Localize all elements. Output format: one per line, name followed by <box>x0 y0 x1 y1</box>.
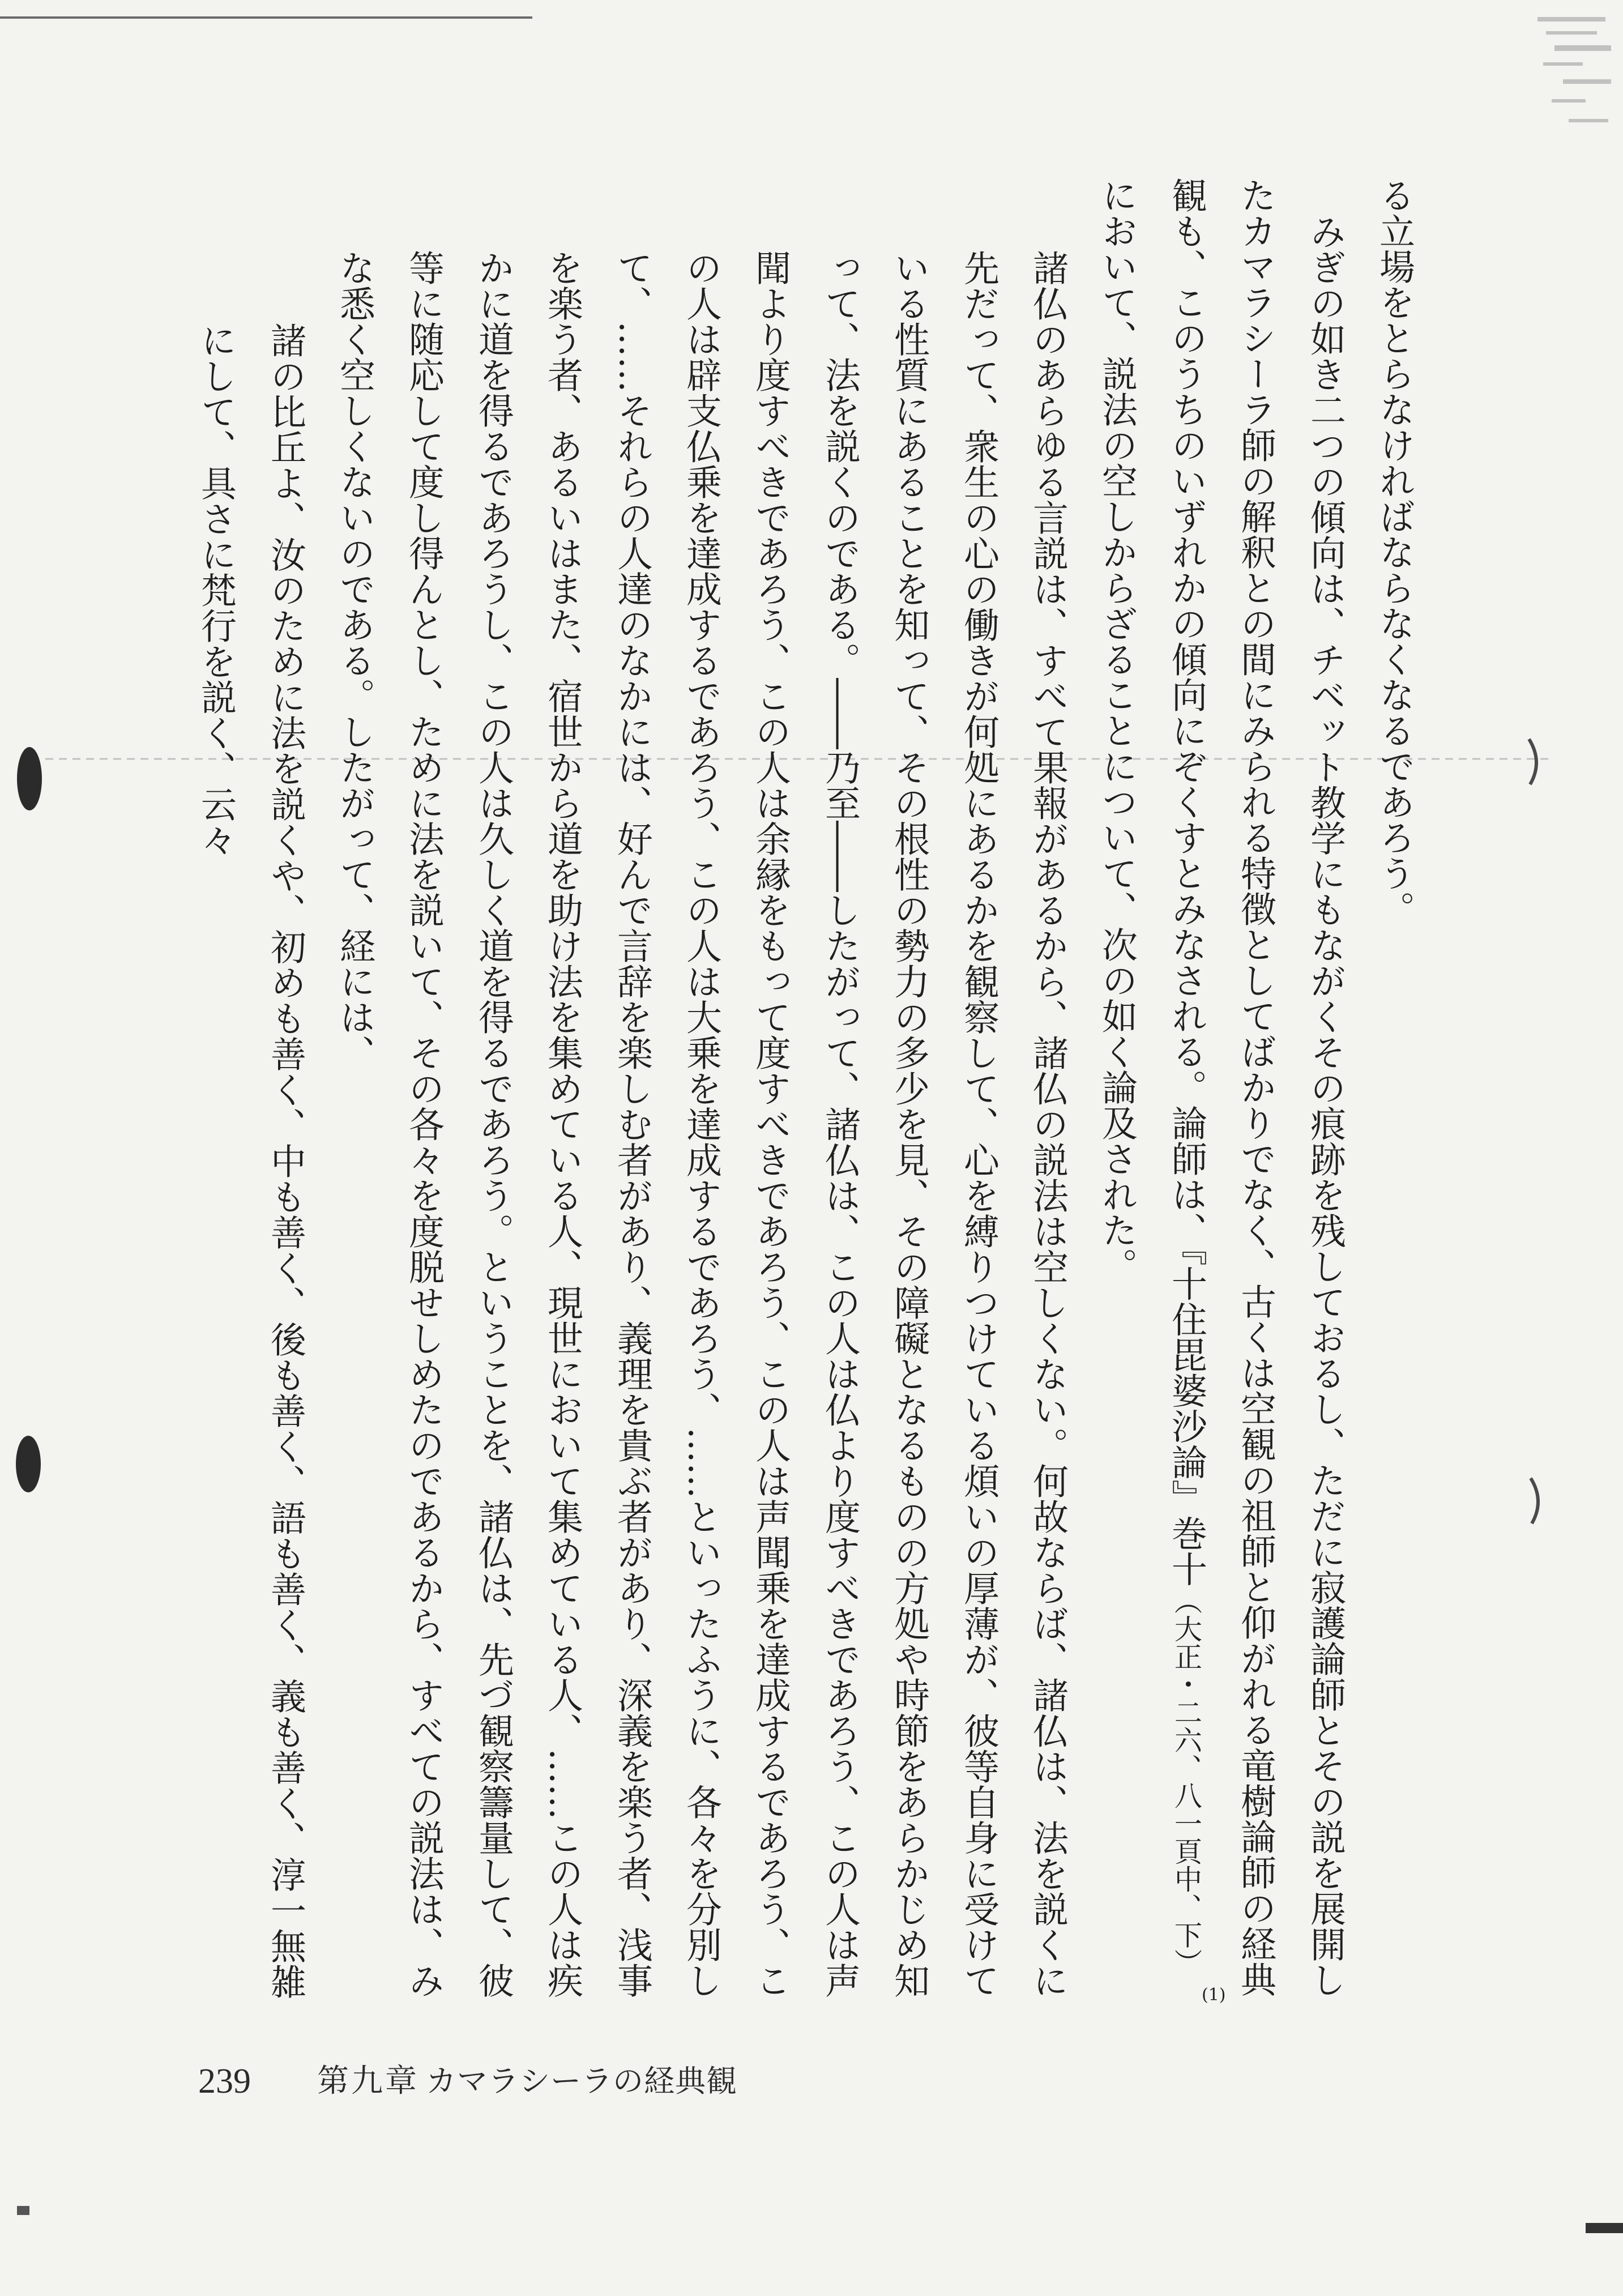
quote-column: いる性質にあることを知って、その根性の勢力の多少を見、その障礙となるものの方処や時節をあらかじめ知 <box>889 250 930 1998</box>
binding-hole-mark-lower <box>16 1436 41 1492</box>
quote-column: て、……それらの人達のなかには、好んで言辞を楽しむ者があり、義理を貴ぶ者があり、深義を楽う者、浅事 <box>612 250 653 1998</box>
quote-column: かに道を得るであろうし、この人は久しく道を得るであろう。ということを、諸仏は、先づ観察籌量して、彼 <box>473 250 514 1998</box>
citation: （大正・二六、八一頁中、下） <box>1170 1586 1203 1977</box>
text-column: において、説法の空しからざることについて、次の如く論及された。 <box>1096 177 1138 1283</box>
bottom-left-mark <box>17 2206 29 2215</box>
bottom-right-mark <box>1586 2223 1623 2233</box>
sutra-quote-column: にして、具さに梵行を説く、云々 <box>195 322 237 857</box>
text-column: る立場をとらなければならなくなるであろう。 <box>1374 177 1415 927</box>
text-column: たカマラシーラ師の解釈との間にみられる特徴としてばかりでなく、古くは空観の祖師と仰がれる竜樹論師の経典 <box>1235 177 1276 1997</box>
binding-hole-mark-upper <box>17 747 42 810</box>
text-column: みぎの如き二つの傾向は、チベット教学にもながくその痕跡を残しておるし、ただに寂護論師とその説を展開し <box>1305 214 1346 1998</box>
quote-column: な悉く空しくないのである。したがって、経には、 <box>334 250 375 1070</box>
right-edge-mark-lower <box>1531 1478 1538 1523</box>
right-edge-mark-upper <box>1529 739 1536 784</box>
text-column <box>1168 177 1205 1976</box>
quote-column: 聞より度すべきであろう、この人は余縁をもって度すべきであろう、この人は声聞乗を達成するであろう、こ <box>750 250 791 1998</box>
quote-column: 先だって、衆生の心の働きが何処にあるかを観察して、心を縛りつけている煩いの厚薄が、彼等自身に受けて <box>958 250 1000 1998</box>
running-chapter-title: カマラシーラの経典観 <box>426 2063 737 2099</box>
running-chapter-label: 第九章 <box>317 2063 419 2099</box>
quote-column: 等に随応して度し得んとし、ために法を説いて、その各々を度脱せしめたのであるから、すべての説法は、み <box>403 250 445 1998</box>
quote-column: の人は辟支仏乗を達成するであろう、この人は大乗を達成するであろう、……といったふうに、各々を分別し <box>681 250 722 1998</box>
quote-column: って、法を説くのである。――乃至――したがって、諸仏は、この人は仏より度すべきであろう、この人は声 <box>819 250 861 1998</box>
column-text: 観も、このうちのいずれかの傾向にぞくすとみなされる。論師は、『十住毘婆沙論』巻十 <box>1166 177 1207 1587</box>
quote-column: を楽う者、あるいはまた、宿世から道を助け法を集めている人、現世において集めている人、……この人は疾 <box>542 250 583 1998</box>
quote-column: 諸仏のあらゆる言説は、すべて果報があるから、諸仏の説法は空しくない。何故ならば、諸仏は、法を説くに <box>1027 250 1069 1998</box>
footnote-reference: (1) <box>1202 1985 1226 2005</box>
sutra-quote-column: 諸の比丘よ、汝のために法を説くや、初めも善く、中も善く、後も善く、語も善く、義も善く、淳一無雑 <box>265 322 306 1999</box>
page-number: 239 <box>198 2062 251 2101</box>
top-right-scan-noise <box>1537 17 1611 122</box>
